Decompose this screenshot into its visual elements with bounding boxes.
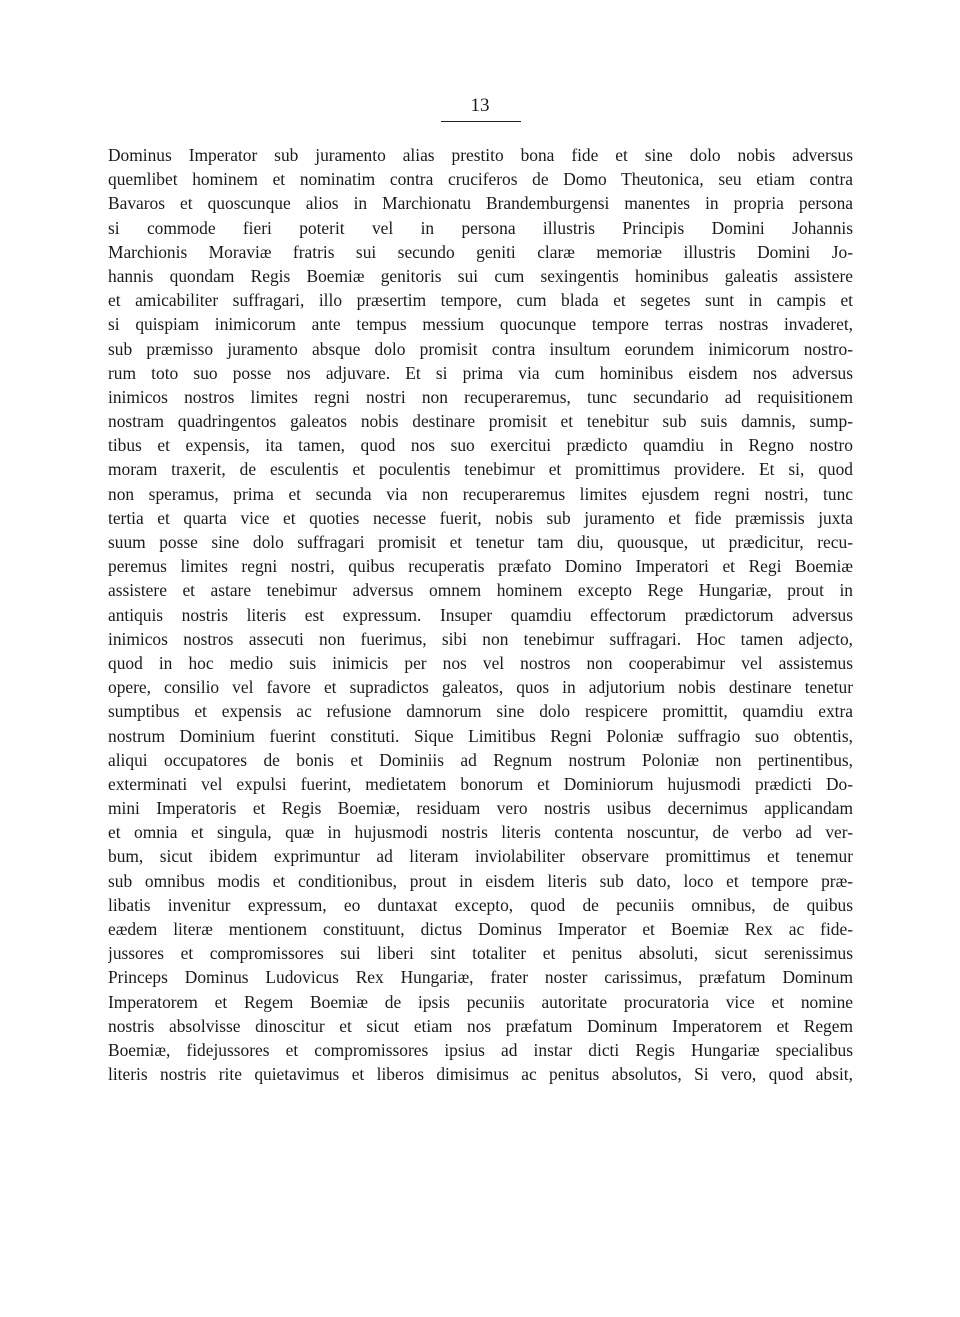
text-line: Dominus Imperator sub juramento alias prestito bona fide et sine dolo nobis adversus xyxy=(108,145,853,165)
text-line: Bavaros et quoscunque alios in Marchionatu Brandemburgensi manentes in propria persona xyxy=(108,193,853,214)
text-line: nostram quadringentos galeatos nobis destinare promisit et tenebitur sub suis damnis, sump- xyxy=(108,411,853,432)
text-line: Boemiæ, fidejussores et compromissores ipsius ad instar dicti Regis Hungariæ specialibus xyxy=(108,1039,853,1060)
text-line: literis nostris rite quietavimus et liberos dimisimus ac penitus absolutos, Si vero, quod absit, xyxy=(108,1064,853,1085)
text-line: assistere et astare tenebimur adversus omnem hominem excepto Rege Hungariæ, prout in xyxy=(108,580,853,601)
text-line: sumptibus et expensis ac refusione damnorum sine dolo respicere promittit, quamdiu extra xyxy=(108,701,853,722)
text-line: moram traxerit, de esculentis et poculentis tenebimur et promittimus providere. Et si, quod xyxy=(108,459,853,480)
text-line: bum, sicut ibidem exprimuntur ad literam inviolabiliter observare promittimus et tenemur xyxy=(108,846,853,867)
text-line: inimicos nostros limites regni nostri non recuperaremus, tunc secundario ad requisitionem xyxy=(108,386,853,407)
text-line: jussores et compromissores sui liberi sint totaliter et penitus absoluti, sicut serenissimus xyxy=(108,943,853,964)
text-line: quemlibet hominem et nominatim contra cruciferos de Domo Theutonica, seu etiam contra xyxy=(108,169,853,190)
text-line: sub præmisso juramento absque dolo promisit contra insultum eorundem inimicorum nostro- xyxy=(108,338,853,359)
text-line: Imperatorem et Regem Boemiæ de ipsis pecuniis autoritate procuratoria vice et nomine xyxy=(108,991,853,1012)
page-number-rule xyxy=(441,121,521,122)
text-line: inimicos nostros assecuti non fuerimus, sibi non tenebimur suffragari. Hoc tamen adjecto, xyxy=(108,628,853,649)
text-line: quod in hoc medio suis inimicis per nos vel nostros non cooperabimur vel assistemus xyxy=(108,652,853,673)
text-line: peremus limites regni nostri, quibus recuperatis præfato Domino Imperatori et Regi Boemiæ xyxy=(108,556,853,577)
text-line: et amicabiliter suffragari, illo præsertim tempore, cum blada et segetes sunt in campis et xyxy=(108,290,853,311)
text-line: sub omnibus modis et conditionibus, prout in eisdem literis sub dato, loco et tempore præ- xyxy=(108,870,853,891)
text-line: eædem literæ mentionem constituunt, dictus Dominus Imperator et Boemiæ Rex ac fide- xyxy=(108,919,853,939)
page-number: 13 xyxy=(470,95,490,116)
text-line: hannis quondam Regis Boemiæ genitoris sui cum sexingentis hominibus galeatis assistere xyxy=(108,265,853,286)
text-line: aliqui occupatores de bonis et Dominiis ad Regnum nostrum Poloniæ non pertinentibus, xyxy=(108,749,853,770)
text-line: libatis invenitur expressum, eo duntaxat excepto, quod de pecuniis omnibus, de quibus xyxy=(108,894,853,915)
text-line: tibus et expensis, ita tamen, quod nos suo exercitui prædicto quamdiu in Regno nostro xyxy=(108,435,853,456)
text-line: si quispiam inimicorum ante tempus messium quocunque tempore terras nostras invaderet, xyxy=(108,314,853,335)
text-line: nostris absolvisse dinoscitur et sicut etiam nos præfatum Dominum Imperatorem et Regem xyxy=(108,1015,853,1036)
text-line: Princeps Dominus Ludovicus Rex Hungariæ, frater noster carissimus, præfatum Dominum xyxy=(108,967,853,988)
text-line: Marchionis Moraviæ fratris sui secundo geniti claræ memoriæ illustris Domini Jo- xyxy=(108,241,853,262)
text-line: si commode fieri poterit vel in persona illustris Principis Domini Johannis xyxy=(108,217,853,238)
text-line: suum posse sine dolo suffragari promisit et tenetur tam diu, quousque, ut prædicitur, recu- xyxy=(108,532,853,552)
text-line: nostrum Dominium fuerint constituti. Sique Limitibus Regni Poloniæ suffragio suo obtentis, xyxy=(108,725,853,746)
text-line: mini Imperatoris et Regis Boemiæ, residuam vero nostris usibus decernimus applicandam xyxy=(108,798,853,819)
text-line: exterminati vel expulsi fuerint, medietatem bonorum et Dominiorum hujusmodi prædicti Do- xyxy=(108,773,853,794)
text-line: non speramus, prima et secunda via non recuperaremus limites ejusdem regni nostri, tunc xyxy=(108,483,853,504)
text-line: opere, consilio vel favore et supradictos galeatos, quos in adjutorium nobis destinare tenetur xyxy=(108,677,853,698)
text-line: rum toto suo posse nos adjuvare. Et si prima via cum hominibus eisdem nos adversus xyxy=(108,362,853,383)
text-line: tertia et quarta vice et quoties necesse fuerit, nobis sub juramento et fide præmissis juxta xyxy=(108,507,853,528)
text-line: et omnia et singula, quæ in hujusmodi nostris literis contenta noscuntur, de verbo ad ver- xyxy=(108,822,853,843)
text-line: antiquis nostris literis est expressum. Insuper quamdiu effectorum prædictorum adversus xyxy=(108,604,853,625)
body-text xyxy=(108,143,853,1086)
